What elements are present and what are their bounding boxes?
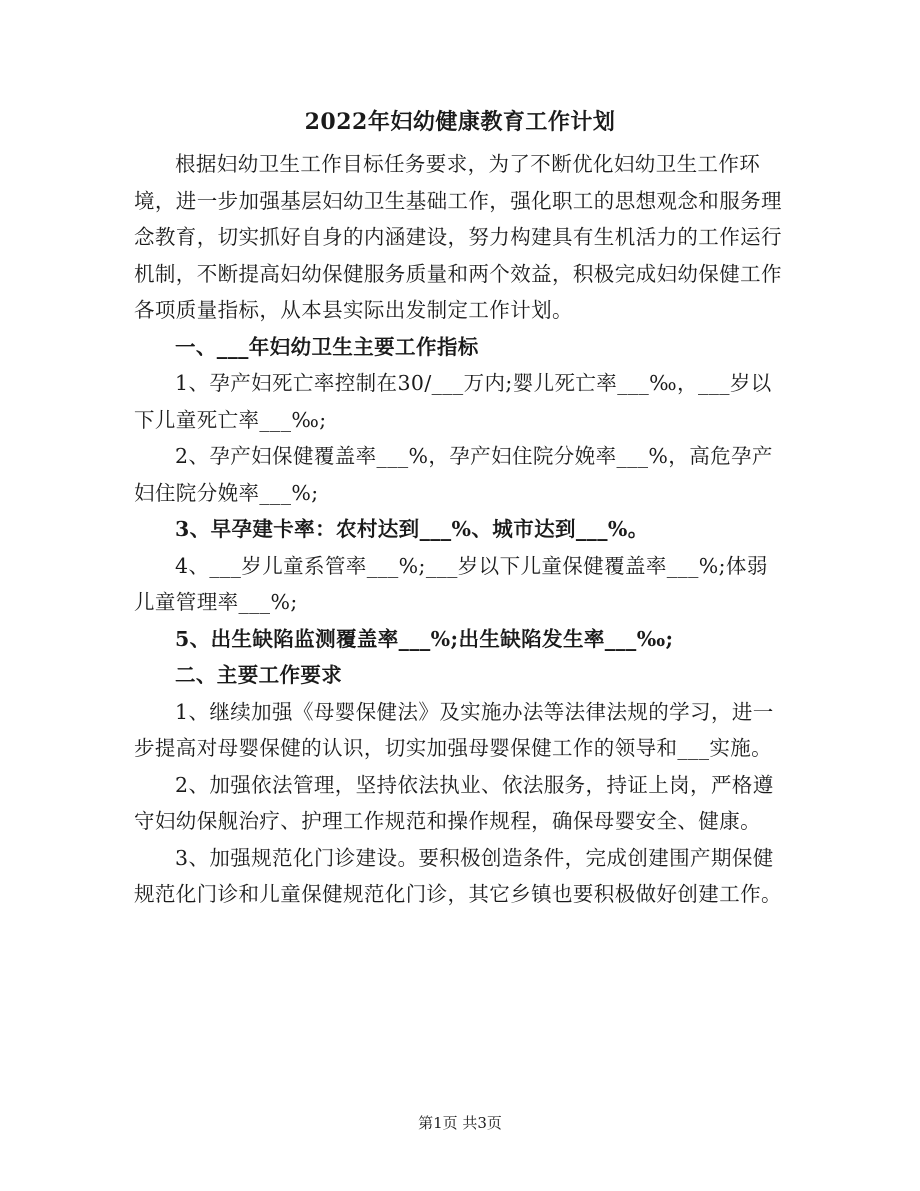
indicator-item-2: 2、孕产妇保健覆盖率___%，孕产妇住院分娩率___%，高危孕产妇住院分娩率___%; bbox=[134, 444, 773, 505]
section-heading-indicators: 一、___年妇幼卫生主要工作指标 bbox=[175, 334, 479, 359]
indicator-item-5: 5、出生缺陷监测覆盖率___%;出生缺陷发生率___‰; bbox=[175, 626, 674, 651]
requirement-item-2: 2、加强依法管理，坚持依法执业、依法服务，持证上岗，严格遵守妇幼保舰治疗、护理工作规范和操作规程，确保母婴安全、健康。 bbox=[134, 772, 774, 833]
document-body bbox=[134, 146, 786, 913]
requirement-item-3: 3、加强规范化门诊建设。要积极创造条件，完成创建围产期保健规范化门诊和儿童保健规范化门诊，其它乡镇也要积极做好创建工作。 bbox=[134, 845, 782, 906]
section-heading-requirements: 二、主要工作要求 bbox=[175, 663, 343, 687]
indicator-item-4: 4、___岁儿童系管率___%;___岁以下儿童保健覆盖率___%;体弱儿童管理率___%; bbox=[134, 553, 768, 614]
indicator-item-1: 1、孕产妇死亡率控制在30/___万内;婴儿死亡率___‰，___岁以下儿童死亡率___‰; bbox=[134, 371, 772, 432]
intro-paragraph: 根据妇幼卫生工作目标任务要求，为了不断优化妇幼卫生工作环境，进一步加强基层妇幼卫生基础工作，强化职工的思想观念和服务理念教育，切实抓好自身的内涵建设，努力构建具有生机活力的工作运行机制，不断提高妇幼保健服务质量和两个效益，积极完成妇幼保健工作各项质量指标，从本县实际出发制定工作计划。 bbox=[134, 152, 782, 322]
indicator-item-3: 3、早孕建卡率：农村达到___%、城市达到___%。 bbox=[175, 517, 649, 541]
requirement-item-1: 1、继续加强《母婴保健法》及实施办法等法律法规的学习，进一步提高对母婴保健的认识，切实加强母婴保健工作的领导和___实施。 bbox=[134, 699, 774, 760]
document-title: 2022年妇幼健康教育工作计划 bbox=[304, 109, 616, 135]
page-footer: 第1页 共3页 bbox=[418, 1114, 502, 1132]
